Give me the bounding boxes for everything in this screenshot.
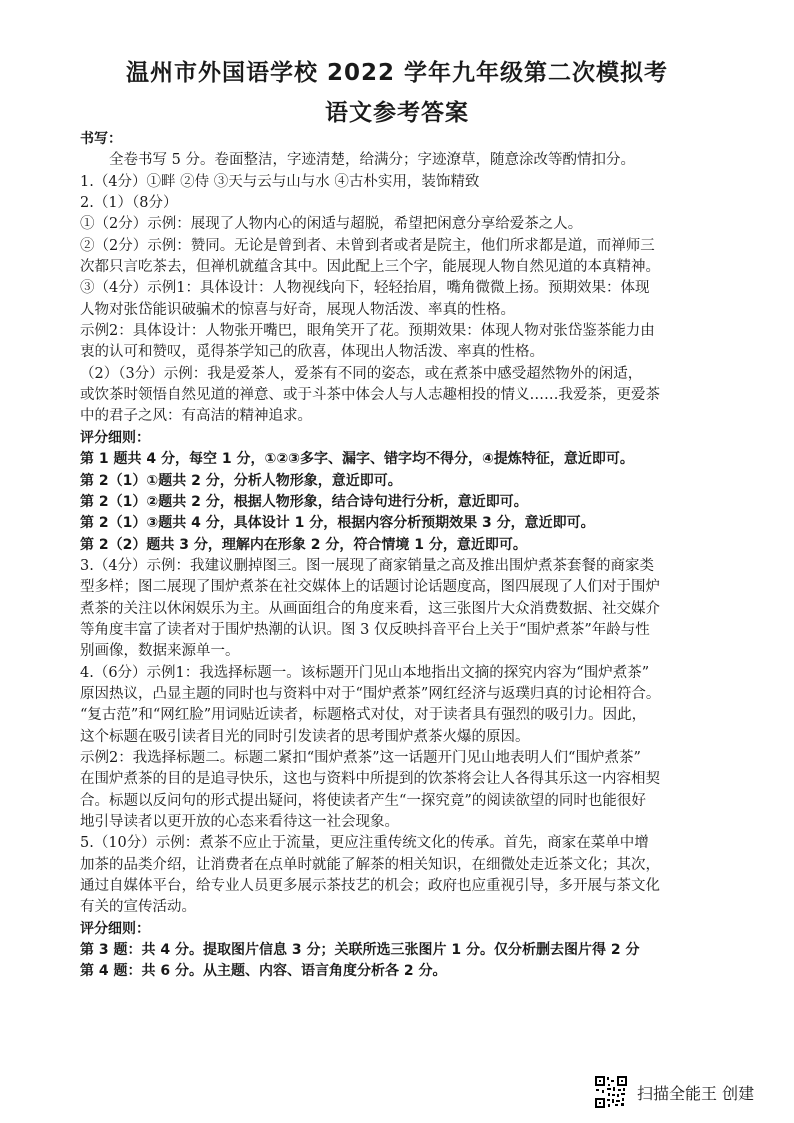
text-line: 煮茶的关注以休闲娱乐为主。从画面组合的角度来看，这三张图片大众消费数据、社交媒介 xyxy=(80,600,660,617)
text-line: 或饮茶时领悟自然见道的禅意、或于斗茶中体会人与人志趣相投的情义……我爱茶，更爱茶 xyxy=(80,387,660,404)
text-line: 次都只言吃茶去，但禅机就蕴含其中。因此配上三个字，能展现人物自然见道的本真精神。 xyxy=(80,259,660,276)
text-line: 在围炉煮茶的目的是追寻快乐，这也与资料中所提到的饮茶将会让人各得其乐这一内容相契 xyxy=(80,771,660,788)
section-heading-scoring: 评分细则： xyxy=(80,429,150,446)
text-line: 衷的认可和赞叹，觅得茶学知己的欣喜，体现出人物活泼、率真的性格。 xyxy=(80,344,544,361)
text-line: 通过自媒体平台，给专业人员更多展示茶技艺的机会；政府也应重视引导，多开展与茶文化 xyxy=(80,878,660,895)
text-line: 人物对张岱能识破骗术的惊喜与好奇，展现人物活泼、率真的性格。 xyxy=(80,301,515,318)
text-line: （2）（3分）示例：我是爱茶人，爱茶有不同的姿态，或在煮茶中感受超然物外的闲适， xyxy=(80,365,643,382)
text-line: 有关的宣传活动。 xyxy=(80,899,196,916)
answer-body xyxy=(80,129,720,983)
text-line: ③（4分）示例1：具体设计：人物视线向下，轻轻抬眉，嘴角微微上扬。预期效果：体现 xyxy=(80,280,650,297)
scanner-label: 扫描全能王 创建 xyxy=(637,1084,755,1103)
qr-code-icon xyxy=(594,1075,628,1109)
scoring-rule-line: 第 2（1）①题共 2 分，分析人物形象，意近即可。 xyxy=(80,472,402,489)
text-line: ①（2分）示例：展现了人物内心的闲适与超脱，希望把闲意分享给爱茶之人。 xyxy=(80,216,583,233)
scoring-rule-line: 第 4 题：共 6 分。从主题、内容、语言角度分析各 2 分。 xyxy=(80,963,447,980)
text-line: 全卷书写 5 分。卷面整洁，字迹清楚，给满分；字迹潦草，随意涂改等酌情扣分。 xyxy=(80,152,635,169)
text-line: “复古范”和“网红脸”用词贴近读者，标题格式对仗，对于读者具有强烈的吸引力。因此， xyxy=(80,707,647,724)
text-line: 示例2：具体设计：人物张开嘴巴，眼角笑开了花。预期效果：体现人物对张岱鉴茶能力由 xyxy=(80,323,655,340)
text-line: 合。标题以反问句的形式提出疑问，将使读者产生“一探究竟”的阅读欲望的同时也能很好 xyxy=(80,792,646,809)
scanner-watermark xyxy=(594,1075,774,1109)
text-line: 加茶的品类介绍，让消费者在点单时就能了解茶的相关知识，在细微处走近茶文化；其次， xyxy=(80,856,660,873)
text-line: 1.（4分）①畔 ②侍 ③天与云与山与水 ④古朴实用，装饰精致 xyxy=(80,173,480,190)
section-heading-writing: 书写： xyxy=(80,131,122,147)
text-line: 型多样；图二展现了围炉煮茶在社交媒体上的话题讨论话题度高，图四展现了人们对于围炉 xyxy=(80,579,660,596)
text-line: 2.（1）（8分） xyxy=(80,195,178,212)
text-line: ②（2分）示例：赞同。无论是曾到者、未曾到者或者是院主，他们所求都是道，而禅师三 xyxy=(80,237,655,254)
page-title: 温州市外国语学校 2022 学年九年级第二次模拟考 xyxy=(125,60,669,86)
scoring-rule-line: 第 1 题共 4 分，每空 1 分，①②③多字、漏字、错字均不得分，④提炼特征，意近即可。 xyxy=(80,451,634,468)
text-line: 中的君子之风：有高洁的精神追求。 xyxy=(80,408,312,425)
page-subtitle: 语文参考答案 xyxy=(325,100,469,126)
text-line: 别画像，数据来源单一。 xyxy=(80,643,240,660)
text-line: 等角度丰富了读者对于围炉热潮的认识。图 3 仅反映抖音平台上关于“围炉煮茶”年龄与性 xyxy=(80,621,650,638)
text-line: 5.（10分）示例：煮茶不应止于流量，更应注重传统文化的传承。首先，商家在菜单中增 xyxy=(80,835,649,852)
scoring-rule-line: 第 2（2）题共 3 分，理解内在形象 2 分，符合情境 1 分，意近即可。 xyxy=(80,536,527,553)
text-line: 3.（4分）示例：我建议删掉图三。图一展现了商家销量之高及推出围炉煮茶套餐的商家类 xyxy=(80,557,655,574)
section-heading-scoring: 评分细则： xyxy=(80,920,150,937)
scoring-rule-line: 第 3 题：共 4 分。提取图片信息 3 分；关联所选三张图片 1 分。仅分析删去图片得 2 分 xyxy=(80,942,640,959)
text-line: 这个标题在吸引读者目光的同时引发读者的思考围炉煮茶火爆的原因。 xyxy=(80,728,530,745)
scoring-rule-line: 第 2（1）③题共 4 分，具体设计 1 分，根据内容分析预期效果 3 分，意近即可。 xyxy=(80,515,595,532)
text-line: 示例2：我选择标题二。标题二紧扣“围炉煮茶”这一话题开门见山地表明人们“围炉煮茶” xyxy=(80,749,641,766)
text-line: 原因热议，凸显主题的同时也与资料中对于“围炉煮茶”网红经济与返璞归真的讨论相符合。 xyxy=(80,685,661,702)
scoring-rule-line: 第 2（1）②题共 2 分，根据人物形象，结合诗句进行分析，意近即可。 xyxy=(80,493,528,510)
text-line: 4.（6分）示例1：我选择标题一。该标题开门见山本地指出文摘的探究内容为“围炉煮茶” xyxy=(80,664,650,681)
text-line: 地引导读者以更开放的心态来看待这一社会现象。 xyxy=(80,814,399,830)
